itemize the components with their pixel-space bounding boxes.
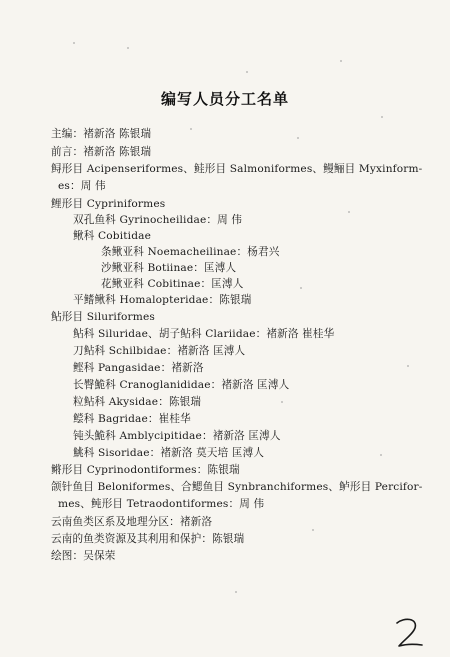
list-item: 鲇科 Siluridae、胡子鲇科 Clariidae：褚新洛 崔桂华 xyxy=(73,328,335,340)
list-item: 条鳅亚科 Noemacheilinae：杨君兴 xyxy=(101,246,280,258)
list-item: 花鳅亚科 Cobitinae：匡溥人 xyxy=(101,278,244,290)
list-item: 鮡科 Sisoridae：褚新洛 莫天培 匡溥人 xyxy=(73,447,265,459)
list-item: 双孔鱼科 Gyrinocheilidae：周 伟 xyxy=(73,214,243,226)
list-item: 钝头鮠科 Amblycipitidae：褚新洛 匡溥人 xyxy=(73,430,281,442)
list-item: 长臀鮠科 Cranoglanididae：褚新洛 匡溥人 xyxy=(73,379,290,391)
list-item: 颌针鱼目 Beloniformes、合鳃鱼目 Synbranchiformes、鲈形目 Percifor- xyxy=(51,481,423,493)
list-item: 鲤形目 Cypriniformes xyxy=(51,198,166,210)
list-item: 沙鳅亚科 Botiinae：匡溥人 xyxy=(101,262,237,274)
list-item: 云南鱼类区系及地理分区：褚新洛 xyxy=(51,516,213,528)
list-item: es：周 伟 xyxy=(58,180,106,192)
list-item: 鳉形目 Cyprinodontiformes：陈银瑞 xyxy=(51,464,240,476)
list-item: 鲇形目 Siluriformes xyxy=(51,311,155,323)
list-item: 前言：褚新洛 陈银瑞 xyxy=(51,146,152,158)
list-item: 平鳍鳅科 Homalopteridae：陈银瑞 xyxy=(73,294,252,306)
list-item: 主编：褚新洛 陈银瑞 xyxy=(51,128,152,140)
list-item: mes、鲀形目 Tetraodontiformes：周 伟 xyxy=(58,498,265,510)
list-item: 绘图：吴保荣 xyxy=(51,550,116,562)
page-number-handwritten xyxy=(392,616,426,650)
list-item: 鳅科 Cobitidae xyxy=(73,230,152,242)
page-title: 编写人员分工名单 xyxy=(160,90,289,108)
list-item: 鲣科 Pangasidae：褚新洛 xyxy=(73,362,204,374)
list-item: 鲟形目 Acipenseriformes、鲑形目 Salmoniformes、鳗鲡目 Myxinform- xyxy=(51,163,423,175)
list-item: 云南的鱼类资源及其利用和保护：陈银瑞 xyxy=(51,533,245,545)
list-item: 鲿科 Bagridae：崔桂华 xyxy=(73,413,191,425)
list-item: 粒鲇科 Akysidae：陈银瑞 xyxy=(73,396,202,408)
list-item: 刀鲇科 Schilbidae：褚新洛 匡溥人 xyxy=(73,345,246,357)
